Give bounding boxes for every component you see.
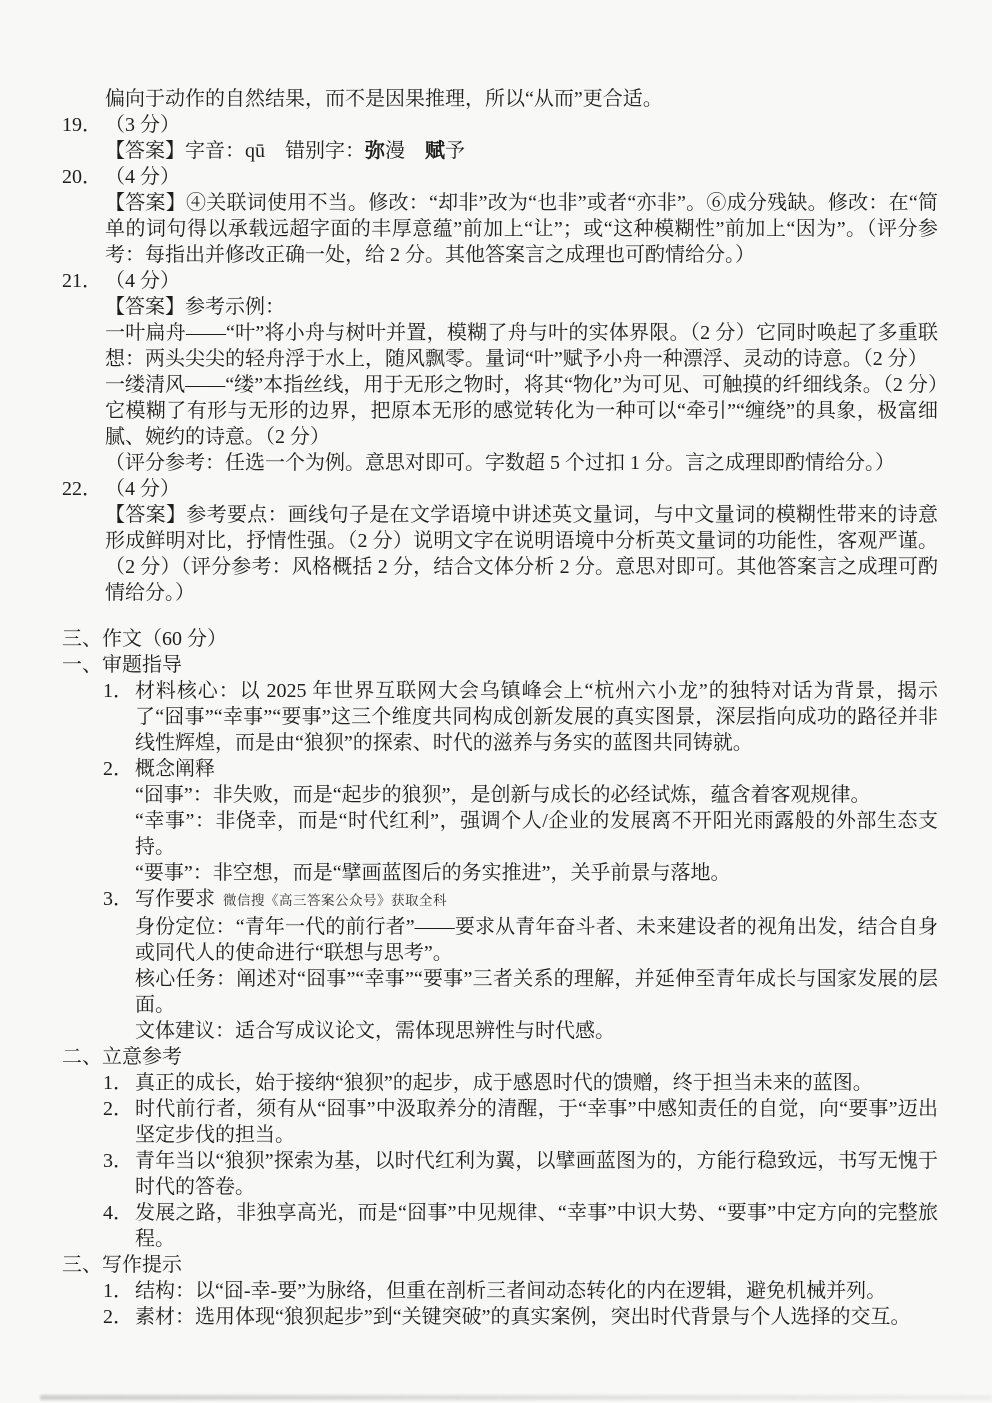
question-21-example-2: 一缕清风——“缕”本指丝线，用于无形之物时，将其“物化”为可见、可触摸的纤细线条。（2 分）它模糊了有形与无形的边界，把原本无形的感觉转化为一种可以“牵引”“缠绕”的具象，极富细腻、婉约的诗意。（2 分） <box>105 374 938 448</box>
part3-heading: 三、写作提示 <box>62 1254 182 1276</box>
part3-item-1 <box>103 1278 938 1304</box>
part2-item-3 <box>103 1148 938 1200</box>
item-number: 2． <box>103 1098 133 1120</box>
part1-item-2 <box>103 756 938 782</box>
part1-item-1 <box>103 678 938 756</box>
question-20-number: 20． <box>62 166 102 188</box>
item-text: 时代前行者，须有从“囧事”中汲取养分的清醒，于“幸事”中感知责任的自觉，向“要事”迈出坚定步伐的担当。 <box>135 1098 938 1146</box>
item-text: 发展之路，非独享高光，而是“囧事”中见规律、“幸事”中识大势、“要事”中定方向的完整旅程。 <box>135 1202 938 1250</box>
item-text <box>135 886 938 914</box>
question-19-answer <box>105 138 938 164</box>
carryover-line: 偏向于动作的自然结果，而不是因果推理，所以“从而”更合适。 <box>105 88 663 110</box>
q19-correct-char-1: 弥 <box>365 140 385 162</box>
question-20-row <box>62 164 938 190</box>
question-21-number: 21． <box>62 270 102 292</box>
item-text: 真正的成长，始于接纳“狼狈”的起步，成于感恩时代的馈赠，终于担当未来的蓝图。 <box>135 1072 873 1094</box>
q19-answer-end: 予 <box>445 140 465 162</box>
question-21-row <box>62 268 938 294</box>
item-number: 3． <box>103 888 133 910</box>
part2-item-4 <box>103 1200 938 1252</box>
requirement-identity: 身份定位：“青年一代的前行者”——要求从青年奋斗者、未来建设者的视角出发，结合自身或同代人的使命进行“联想与思考”。 <box>135 916 938 964</box>
part2-item-2 <box>103 1096 938 1148</box>
q19-answer-mid: 漫 <box>385 140 425 162</box>
essay-section-heading: 三、作文（60 分） <box>62 628 227 650</box>
part3-item-2 <box>103 1304 938 1330</box>
question-21-example-1: 一叶扁舟——“叶”将小舟与树叶并置，模糊了舟与叶的实体界限。（2 分）它同时唤起了多重联想：两头尖尖的轻舟浮于水上，随风飘零。量词“叶”赋予小舟一种漂浮、灵动的诗意。（2 分） <box>105 322 938 370</box>
item-text: 素材：选用体现“狼狈起步”到“关键突破”的真实案例，突出时代背景与个人选择的交互。 <box>135 1306 911 1328</box>
item-text: 青年当以“狼狈”探索为基，以时代红利为翼，以擘画蓝图为的，方能行稳致远，书写无愧于时代的答卷。 <box>135 1150 938 1198</box>
question-19-score: （3 分） <box>105 114 180 136</box>
question-21-scoring-note: （评分参考：任选一个为例。意思对即可。字数超 5 个过扣 1 分。言之成理即酌情给分。） <box>105 452 895 474</box>
item-text: 结构：以“囧-幸-要”为脉络，但重在剖析三者间动态转化的内在逻辑，避免机械并列。 <box>135 1280 887 1302</box>
part2-heading: 二、立意参考 <box>62 1046 182 1068</box>
item-number: 1． <box>103 1280 133 1302</box>
question-22-number: 22． <box>62 478 102 500</box>
item-number: 1． <box>103 680 133 702</box>
page-bottom-edge-shadow <box>40 1395 992 1400</box>
question-19-row <box>62 112 938 138</box>
concept-yaoshi: “要事”：非空想，而是“擘画蓝图后的务实推进”，关乎前景与落地。 <box>135 862 731 884</box>
item-number: 4． <box>103 1202 133 1224</box>
question-22-score: （4 分） <box>105 478 180 500</box>
question-22-answer: 【答案】参考要点：画线句子是在文学语境中讲述英文量词，与中文量词的模糊性带来的诗意形成鲜明对比，抒情性强。（2 分）说明文字在说明语境中分析英文量词的功能性，客观严谨。（2 分）（评分参考：风格概括 2 分，结合文体分析 2 分。意思对即可。其他答案言之成理可酌情给分。） <box>105 504 938 604</box>
question-20-score: （4 分） <box>105 166 180 188</box>
item-3-label: 写作要求 <box>135 888 215 910</box>
requirement-core-task: 核心任务：阐述对“囧事”“幸事”“要事”三者关系的理解，并延伸至青年成长与国家发展的层面。 <box>135 968 938 1016</box>
question-21-answer-label: 【答案】参考示例： <box>105 296 285 318</box>
item-text: 材料核心：以 2025 年世界互联网大会乌镇峰会上“杭州六小龙”的独特对话为背景，揭示了“囧事”“幸事”“要事”这三个维度共同构成创新发展的真实图景，深层指向成功的路径并非线性辉煌，而是由“狼狈”的探索、时代的滋养与务实的蓝图共同铸就。 <box>135 680 938 754</box>
watermark-note: 微信搜《高三答案公众号》获取全科 <box>223 893 447 908</box>
item-number: 3． <box>103 1150 133 1172</box>
document-body <box>62 86 938 1330</box>
question-21-score: （4 分） <box>105 270 180 292</box>
question-22-row <box>62 476 938 502</box>
q19-correct-char-2: 赋 <box>425 140 445 162</box>
requirement-genre: 文体建议：适合写成议论文，需体现思辨性与时代感。 <box>135 1020 615 1042</box>
item-number: 2． <box>103 1306 133 1328</box>
concept-xingshi: “幸事”：非侥幸，而是“时代红利”，强调个人/企业的发展离不开阳光雨露般的外部生态支持。 <box>135 810 938 858</box>
q19-answer-prefix: 【答案】字音：qū 错别字： <box>105 140 365 162</box>
part1-heading: 一、审题指导 <box>62 654 182 676</box>
part2-item-1 <box>103 1070 938 1096</box>
item-number: 1． <box>103 1072 133 1094</box>
question-20-answer: 【答案】④关联词使用不当。修改：“却非”改为“也非”或者“亦非”。⑥成分残缺。修改：在“简单的词句得以承载远超字面的丰厚意蕴”前加上“让”；或“这种模糊性”前加上“因为”。（评分参考：每指出并修改正确一处，给 2 分。其他答案言之成理也可酌情给分。） <box>105 192 938 266</box>
question-19-number: 19． <box>62 114 102 136</box>
part1-item-3 <box>103 886 938 914</box>
item-number: 2． <box>103 758 133 780</box>
concept-jiongshi: “囧事”：非失败，而是“起步的狼狈”，是创新与成长的必经试炼，蕴含着客观规律。 <box>135 784 871 806</box>
item-text: 概念阐释 <box>135 758 215 780</box>
